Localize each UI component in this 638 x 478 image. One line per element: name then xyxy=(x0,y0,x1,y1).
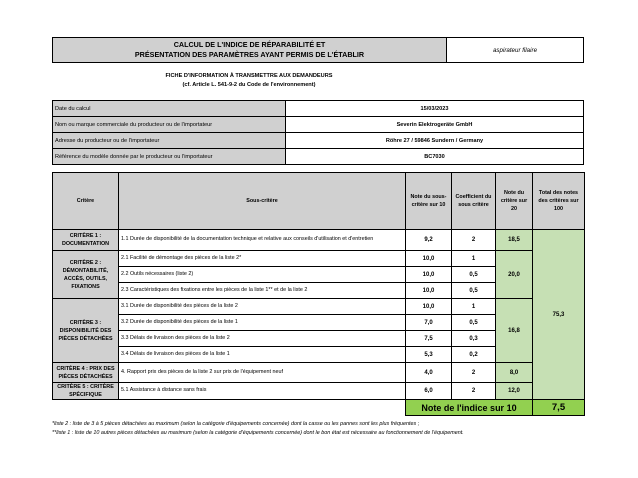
info-row xyxy=(53,117,584,133)
info-value: Röhre 27 / 59846 Sundern / Germany xyxy=(286,133,584,149)
info-label: Date du calcul xyxy=(53,101,286,117)
table-header-row xyxy=(53,173,585,230)
sub-coef: 2 xyxy=(452,230,496,251)
sub-note: 10,0 xyxy=(406,251,452,267)
sub-coef: 1 xyxy=(452,251,496,267)
final-spacer xyxy=(119,400,406,416)
sub-criterion: 1.1 Durée de disponibilité de la documentation technique et relative aux conseils d'utilisation et d'entretien xyxy=(119,230,406,251)
footnote-2: **liste 1 : liste de 10 autres pièces détachées au maximum (selon la catégorie d'équipements concernée) dont le bon état est nécessaire au fonctionnement de l'équipement. xyxy=(52,430,464,436)
criterion-4: CRITÈRE 4 : PRIX DES PIÈCES DÉTACHÉES xyxy=(53,363,119,383)
sub-note: 9,2 xyxy=(406,230,452,251)
sub-note: 7,0 xyxy=(406,315,452,331)
table-row xyxy=(53,230,585,251)
score-table xyxy=(52,172,585,416)
sub-criterion: 2.3 Caractéristiques des fixations entre les pièces de la liste 1** et de la liste 2 xyxy=(119,283,406,299)
sub-coef: 0,5 xyxy=(452,267,496,283)
info-row xyxy=(53,133,584,149)
sub-criterion: 3.1 Durée de disponibilité des pièces de la liste 2 xyxy=(119,299,406,315)
header-sous-critere: Sous-critère xyxy=(119,173,406,230)
header-coefficient: Coefficient du sous critère xyxy=(452,173,496,230)
criterion-score-3: 16,8 xyxy=(496,299,533,363)
final-score-value: 7,5 xyxy=(533,400,585,416)
final-spacer xyxy=(53,400,119,416)
sub-note: 5,3 xyxy=(406,347,452,363)
info-value: 15/03/2023 xyxy=(286,101,584,117)
final-score-row xyxy=(53,400,585,416)
table-row xyxy=(53,299,585,315)
sub-coef: 2 xyxy=(452,363,496,383)
criterion-score-1: 18,5 xyxy=(496,230,533,251)
sub-criterion: 2.2 Outils nécessaires (liste 2) xyxy=(119,267,406,283)
info-row xyxy=(53,149,584,165)
title-line-1: CALCUL DE L'INDICE DE RÉPARABILITÉ ET xyxy=(173,40,326,49)
header-total: Total des notes des critères sur 100 xyxy=(533,173,585,230)
sub-criterion: 3.4 Délais de livraison des pièces de la liste 1 xyxy=(119,347,406,363)
table-row xyxy=(53,363,585,383)
sub-note: 10,0 xyxy=(406,283,452,299)
header-note-sous-critere: Note du sous-critère sur 10 xyxy=(406,173,452,230)
sub-criterion: 5.1 Assistance à distance sans frais xyxy=(119,383,406,400)
sub-note: 10,0 xyxy=(406,267,452,283)
criterion-score-4: 8,0 xyxy=(496,363,533,383)
header-note-critere: Note du critère sur 20 xyxy=(496,173,533,230)
info-label: Référence du modèle donnée par le producteur ou l'importateur xyxy=(53,149,286,165)
criterion-score-2: 20,0 xyxy=(496,251,533,299)
sub-note: 10,0 xyxy=(406,299,452,315)
sub-note: 7,5 xyxy=(406,331,452,347)
subheader-line-1: FICHE D'INFORMATION À TRANSMETTRE AUX DEMANDEURS xyxy=(165,73,333,79)
sub-coef: 0,3 xyxy=(452,331,496,347)
sub-note: 4,0 xyxy=(406,363,452,383)
sub-note: 6,0 xyxy=(406,383,452,400)
final-score-label: Note de l'indice sur 10 xyxy=(406,400,533,416)
sub-coef: 2 xyxy=(452,383,496,400)
document-title xyxy=(53,38,447,62)
sub-coef: 0,2 xyxy=(452,347,496,363)
sub-coef: 1 xyxy=(452,299,496,315)
title-line-2: PRÉSENTATION DES PARAMÈTRES AYANT PERMIS DE L'ÉTABLIR xyxy=(134,50,365,59)
sub-criterion: 2.1 Facilité de démontage des pièces de la liste 2* xyxy=(119,251,406,267)
product-type: aspirateur filaire xyxy=(492,46,538,54)
table-row xyxy=(53,383,585,400)
sub-coef: 0,5 xyxy=(452,283,496,299)
header-critere: Critère xyxy=(53,173,119,230)
info-row xyxy=(53,101,584,117)
info-table xyxy=(52,100,584,165)
info-value: BC7030 xyxy=(286,149,584,165)
sub-criterion: 4. Rapport prix des pièces de la liste 2 sur prix de l'équipement neuf xyxy=(119,363,406,383)
info-value: Severin Elektrogeräte GmbH xyxy=(286,117,584,133)
criterion-score-5: 12,0 xyxy=(496,383,533,400)
info-label: Adresse du producteur ou de l'importateur xyxy=(53,133,286,149)
info-label: Nom ou marque commerciale du producteur ou de l'importateur xyxy=(53,117,286,133)
criterion-3: CRITÈRE 3 : DISPONIBILITÉ DES PIÈCES DÉTACHÉES xyxy=(53,299,119,363)
total-score: 75,3 xyxy=(533,230,585,400)
table-row xyxy=(53,251,585,267)
document-header xyxy=(52,37,584,63)
footnote-1: *liste 2 : liste de 3 à 5 pièces détachées au maximum (selon la catégorie d'équipements concernée) dont la casse ou les pannes sont les plus fréquentes ; xyxy=(52,421,420,427)
sub-coef: 0,5 xyxy=(452,315,496,331)
sub-criterion: 3.2 Durée de disponibilité des pièces de la liste 1 xyxy=(119,315,406,331)
subheader-line-2: (cf. Article L. 541-9-2 du Code de l'environnement) xyxy=(182,82,316,88)
criterion-5: CRITÈRE 5 : CRITÈRE SPÉCIFIQUE xyxy=(53,383,119,400)
sub-criterion: 3.3 Délais de livraison des pièces de la liste 2 xyxy=(119,331,406,347)
criterion-2: CRITÈRE 2 : DÉMONTABILITÉ, ACCÈS, OUTILS, FIXATIONS xyxy=(53,251,119,299)
criterion-1: CRITÈRE 1 : DOCUMENTATION xyxy=(53,230,119,251)
